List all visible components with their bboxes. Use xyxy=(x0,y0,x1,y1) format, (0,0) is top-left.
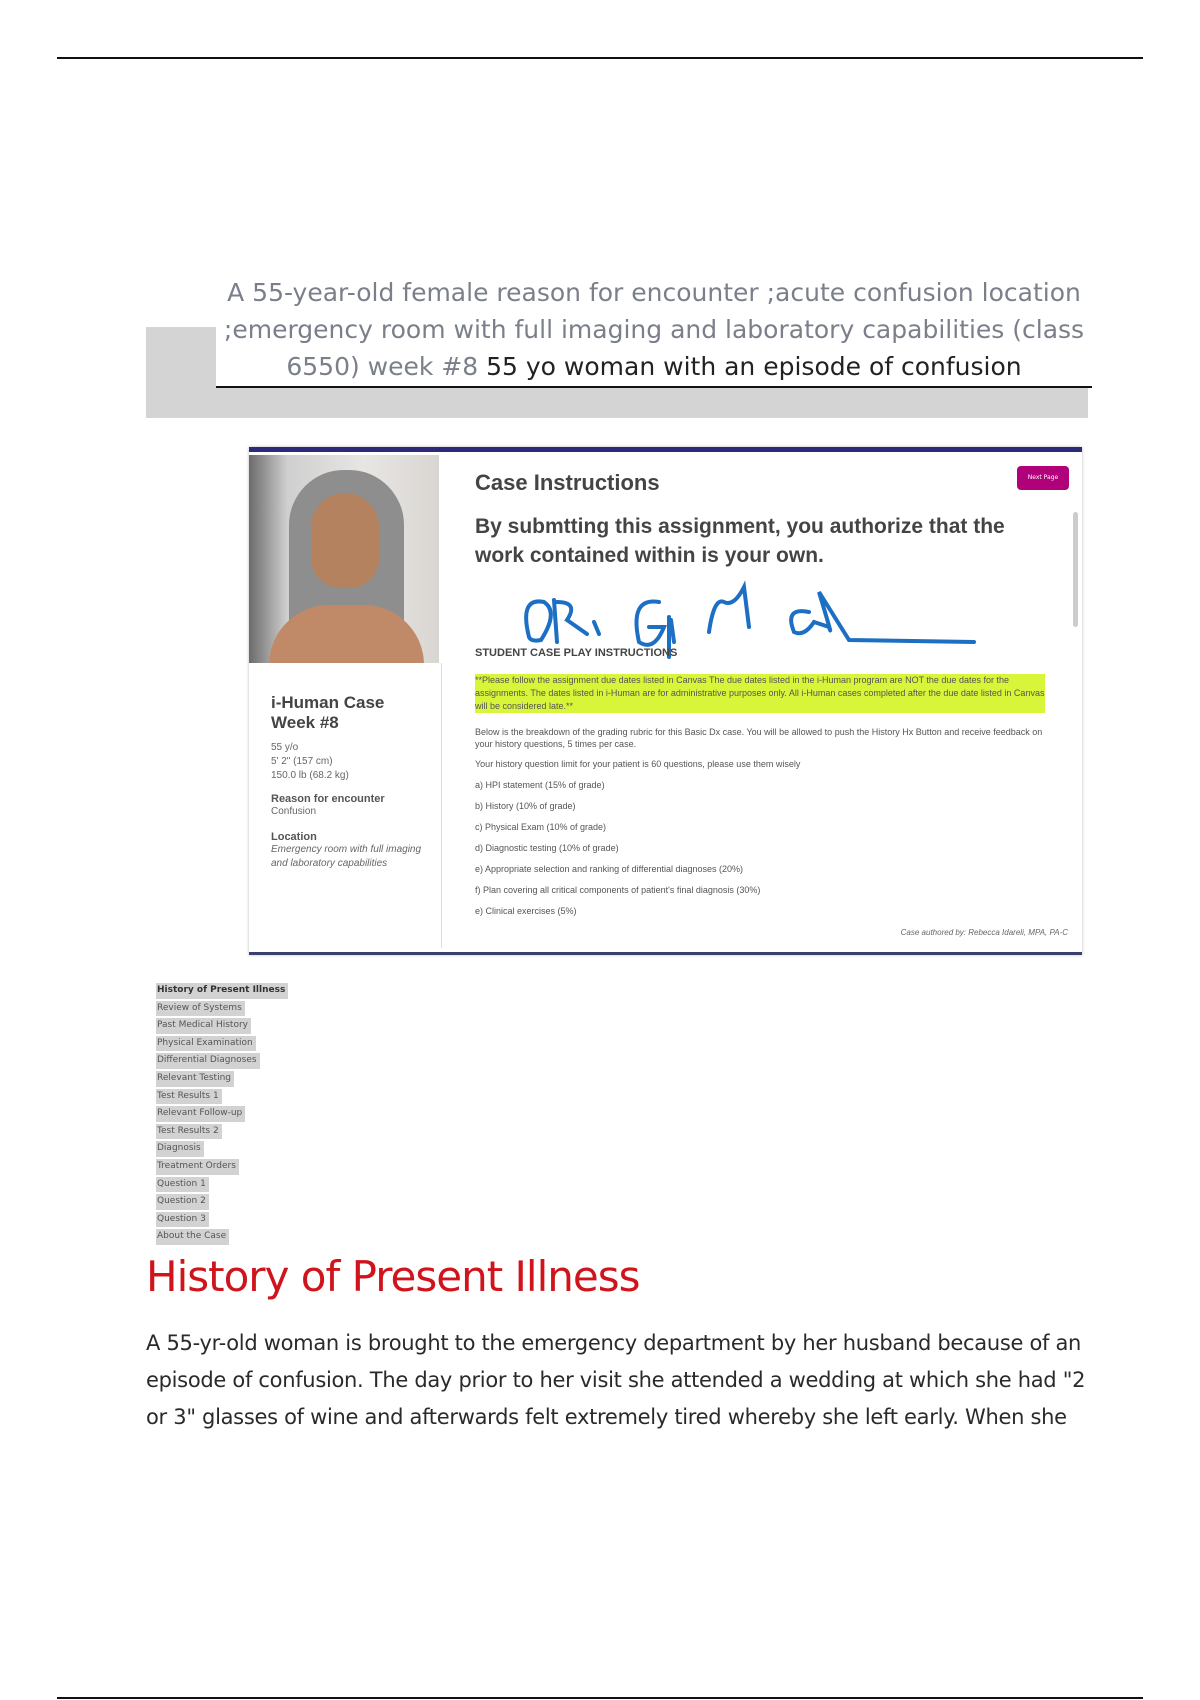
nav-item[interactable]: Question 3 xyxy=(156,1212,209,1228)
location-value: Emergency room with full imaging and laboratory capabilities xyxy=(271,844,422,869)
top-rule xyxy=(57,57,1143,59)
case-screenshot xyxy=(249,447,1082,955)
nav-item[interactable]: Diagnosis xyxy=(156,1141,204,1157)
nav-item[interactable]: Physical Examination xyxy=(156,1036,256,1052)
rubric-item: d) Diagnostic testing (10% of grade) xyxy=(475,843,619,853)
location-label: Location xyxy=(271,831,317,843)
nav-item[interactable]: Differential Diagnoses xyxy=(156,1053,260,1069)
question-limit: Your history question limit for your patient is 60 questions, please use them wisely xyxy=(475,759,801,769)
hpi-paragraph: A 55-yr-old woman is brought to the emergency department by her husband because of an episode of confusion. The day prior to her visit she attended a wedding at which she had "2 or 3" glasses of wine and afterwards felt extremely tired whereby she left early. When she xyxy=(146,1331,1086,1429)
nav-item[interactable]: Treatment Orders xyxy=(156,1159,239,1175)
student-instructions-label: STUDENT CASE PLAY INSTRUCTIONS xyxy=(475,647,678,659)
rubric-item: c) Physical Exam (10% of grade) xyxy=(475,822,607,832)
case-instructions-title: Case Instructions xyxy=(475,470,660,495)
reason-value: Confusion xyxy=(271,806,317,817)
nav-item[interactable]: Review of Systems xyxy=(156,1001,245,1017)
nav-item[interactable]: Question 2 xyxy=(156,1194,209,1210)
rubric-item: e) Appropriate selection and ranking of differential diagnoses (20%) xyxy=(475,864,744,874)
next-page-button[interactable]: Next Page xyxy=(1017,466,1069,490)
title-shading-left xyxy=(146,327,216,388)
nav-item[interactable]: Relevant Follow-up xyxy=(156,1106,245,1122)
rubric-item: b) History (10% of grade) xyxy=(475,801,576,811)
rubric-item: e) Clinical exercises (5%) xyxy=(475,906,577,916)
bottom-rule xyxy=(57,1697,1143,1699)
nav-item[interactable]: History of Present Illness xyxy=(156,983,288,999)
rubric-item: f) Plan covering all critical components of patient's final diagnosis (30%) xyxy=(475,885,761,895)
rubric-item: a) HPI statement (15% of grade) xyxy=(475,780,605,790)
nav-item[interactable]: Past Medical History xyxy=(156,1018,251,1034)
nav-item[interactable]: Test Results 2 xyxy=(156,1124,222,1140)
nav-item[interactable]: Test Results 1 xyxy=(156,1089,222,1105)
weight: 150.0 lb (68.2 kg) xyxy=(271,770,349,781)
nav-item[interactable]: Relevant Testing xyxy=(156,1071,234,1087)
rubric-list xyxy=(475,779,1045,926)
due-date-note: **Please follow the assignment due dates listed in Canvas The due dates listed in the i-Human program are NOT the due dates for the assignments. The dates listed in i-Human are for administrative purposes only. All i-Human cases completed after the due date listed in Canvas will be considered late.** xyxy=(475,675,1045,711)
age: 55 y/o xyxy=(271,742,299,753)
document-title xyxy=(216,270,1092,388)
case-title: i-Human Case Week #8 xyxy=(271,693,385,732)
title-dark: 55 yo woman with an episode of confusion xyxy=(486,352,1022,381)
section-nav xyxy=(156,983,288,1247)
height: 5' 2" (157 cm) xyxy=(271,756,333,767)
patient-avatar-image xyxy=(249,455,439,663)
title-gray: A 55-year-old female reason for encounter ;acute confusion location ;emergency room with full imaging and laboratory capabilities (class 6550) week #8 xyxy=(223,278,1085,381)
authorize-text: By submtting this assignment, you authorize that the work contained within is your own. xyxy=(475,515,1005,567)
patient-info xyxy=(249,663,442,948)
nav-item[interactable]: About the Case xyxy=(156,1229,229,1245)
nav-item[interactable]: Question 1 xyxy=(156,1177,209,1193)
scrollbar[interactable] xyxy=(1073,512,1078,627)
reason-label: Reason for encounter xyxy=(271,793,385,805)
panel-bottom-bar xyxy=(249,952,1082,955)
grading-breakdown: Below is the breakdown of the grading rubric for this Basic Dx case. You will be allowed to push the History Hx Button and receive feedback on your history questions, 5 times per case. xyxy=(475,727,1043,749)
case-credit: Case authored by: Rebecca Idareli, MPA, PA-C xyxy=(900,928,1068,937)
section-heading: History of Present Illness xyxy=(146,1252,640,1301)
